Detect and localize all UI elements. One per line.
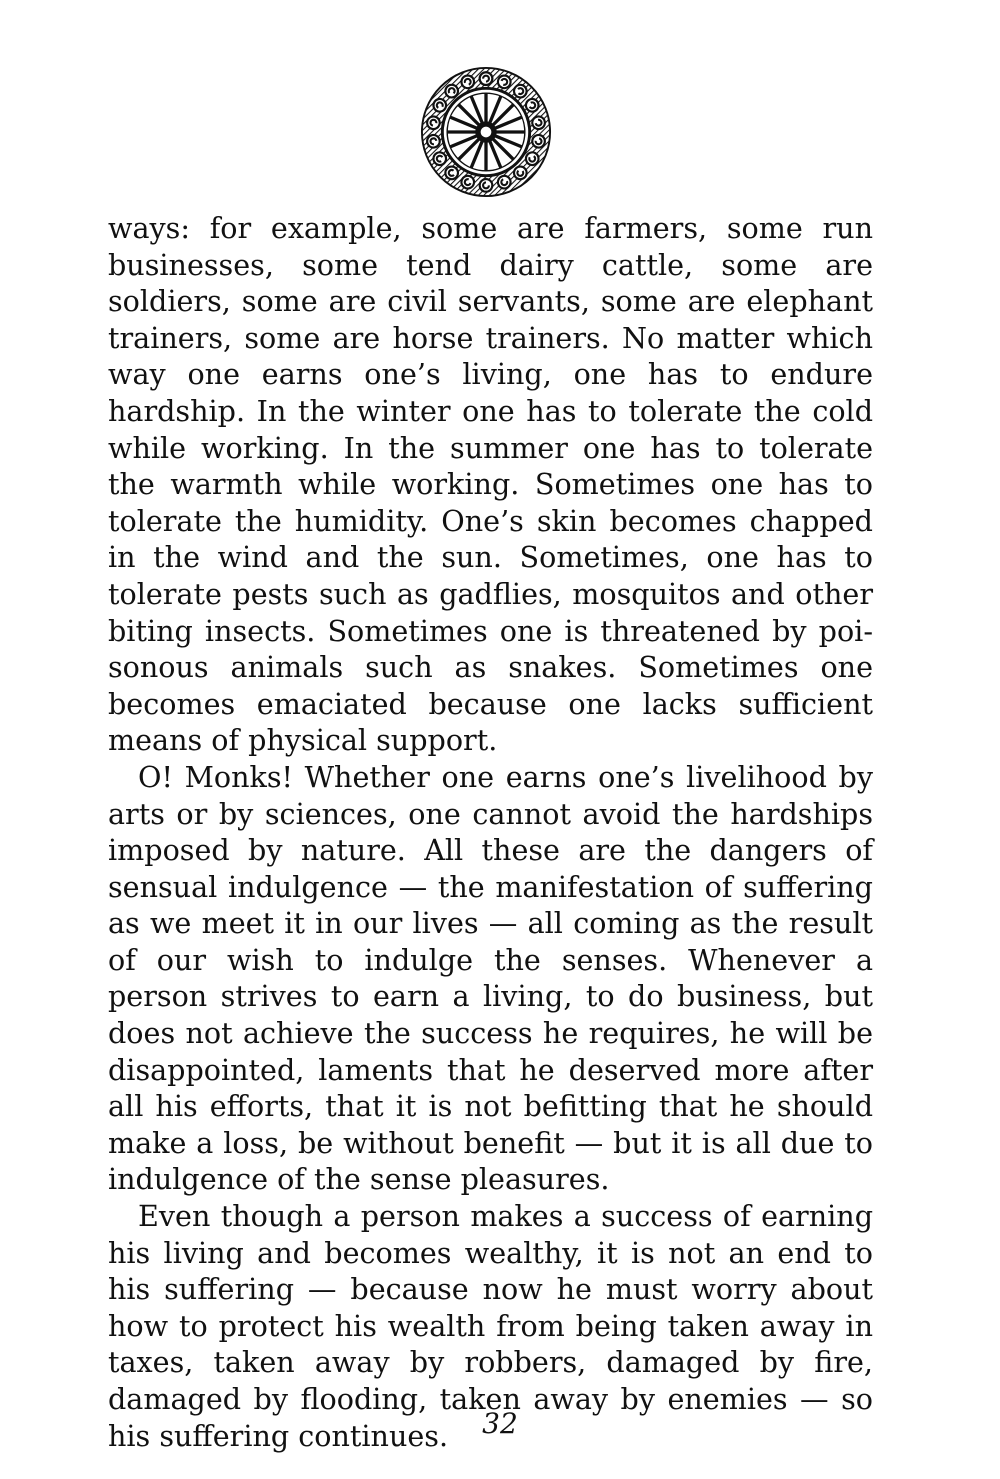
paragraph-2: O! Monks! Whether one earns one’s livelihood by arts or by sciences, one cannot avoid the hardships imposed by nature. All these are the dangers of sensual indulgence — the manifestation of suffering as we meet it in our lives — all coming as the result of our wish to indulge the senses. Whenever a person strives to earn a living, to do business, but does not achieve the success he requires, he will be disappointed, laments that he deserved more after all his efforts, that it is not befitting that he should make a loss, be without benefit — but it is all due to indulgence of the sense pleasures. [108,759,873,1197]
paragraph-3: Even though a person makes a success of earning his living and becomes wealthy, it is not an end to his suffering — because now he must worry about how to protect his wealth from being taken away in taxes, taken away by robbers, damaged by fire, damaged by flooding, taken away by enemies — so his suffering continues. [108,1199,873,1453]
body-text [108,210,873,1454]
page-number: 32 [482,1407,518,1440]
dharma-wheel-icon [418,66,554,198]
paragraph-1: ways: for example, some are farmers, some run businesses, some tend dairy cattle, some are soldiers, some are civil servants, some are elephant trainers, some are horse trainers. No matter which way one earns one’s living, one has to endure hardship. In the winter one has to tolerate the cold while working. In the summer one has to tolerate the warmth while working. Sometimes one has to tolerate the humidity. One’s skin becomes chapped in the wind and the sun. Sometimes, one has to tolerate pests such as gadflies, mosquitos and other biting insects. Sometimes one is threatened by poisonous animals such as snakes. Sometimes one becomes emaciated because one lacks sufficient means of physical support. [108,211,873,758]
